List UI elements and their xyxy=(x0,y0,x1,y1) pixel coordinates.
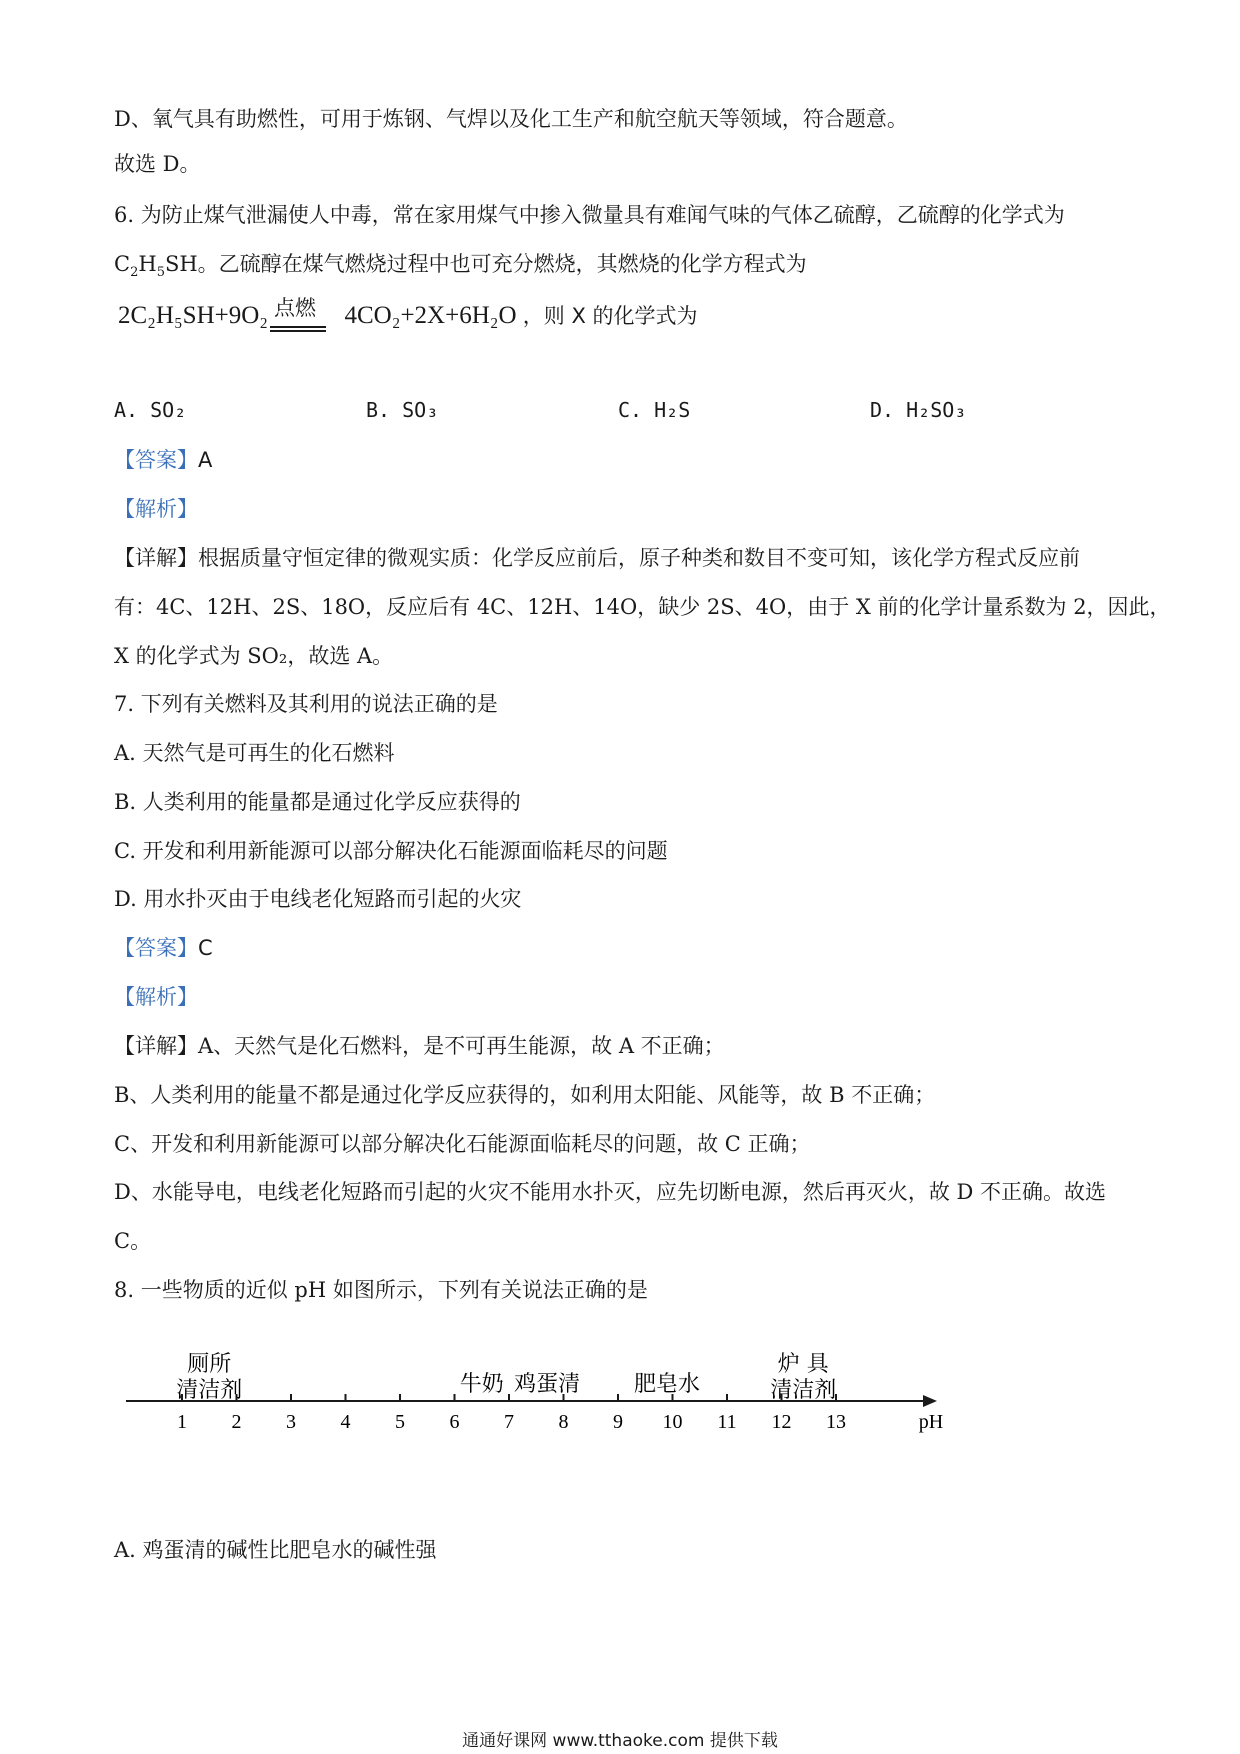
ph-tick-label: 6 xyxy=(449,1411,460,1433)
detail-line: B、人类利用的能量不都是通过化学反应获得的，如利用太阳能、风能等，故 B 不正确； xyxy=(114,1083,936,1107)
option-a: A. SO₂ xyxy=(114,398,187,422)
ph-tick-label: 10 xyxy=(662,1411,683,1433)
detail-line: X 的化学式为 SO₂，故选 A。 xyxy=(114,644,394,668)
equation-tail: ，则 X 的化学式为 xyxy=(522,304,698,328)
substance-label: 清洁剂 xyxy=(176,1378,243,1403)
ph-tick-label: 8 xyxy=(558,1411,569,1433)
option-a: A. 鸡蛋清的碱性比肥皂水的碱性强 xyxy=(114,1538,437,1562)
answer-line xyxy=(114,933,213,963)
equation-right: 4CO₂+2X+6H₂O xyxy=(344,302,517,329)
question-8-stem: 8. 一些物质的近似 pH 如图所示，下列有关说法正确的是 xyxy=(114,1278,648,1302)
substance-label: 清洁剂 xyxy=(770,1378,837,1403)
substance-label: 厕所 xyxy=(187,1352,232,1377)
answer-tag: 【答案】 xyxy=(114,448,198,472)
ph-tick-label: 4 xyxy=(340,1411,351,1433)
answer-value: C xyxy=(198,936,213,960)
ph-tick-label: 2 xyxy=(231,1411,242,1433)
substance-label: 肥皂水 xyxy=(634,1372,701,1397)
detail-line: D、水能导电，电线老化短路而引起的火灾不能用水扑灭，应先切断电源，然后再灭火，故 D 不正确。故选 xyxy=(114,1180,1107,1204)
text-line: D、氧气具有助燃性，可用于炼钢、气焊以及化工生产和航空航天等领域，符合题意。 xyxy=(114,107,908,131)
ph-tick-label: 9 xyxy=(613,1411,623,1433)
question-6-stem: 6. 为防止煤气泄漏使人中毒，常在家用煤气中掺入微量具有难闻气味的气体乙硫醇，乙硫醇的化学式为 xyxy=(114,203,1065,227)
page-footer: 通通好课网 www.tthaoke.com 提供下载 xyxy=(462,1731,778,1751)
equation-left: 2C₂H₅SH+9O₂ xyxy=(118,302,268,329)
ph-tick-label: 7 xyxy=(504,1411,514,1433)
option-c: C. 开发和利用新能源可以部分解决化石能源面临耗尽的问题 xyxy=(114,839,668,863)
ph-tick-label: 12 xyxy=(771,1411,792,1433)
detail-line xyxy=(114,543,1080,573)
detail-line xyxy=(114,1031,725,1061)
detail-text: A、天然气是化石燃料，是不可再生能源，故 A 不正确； xyxy=(198,1034,725,1058)
ph-tick-label: 11 xyxy=(717,1411,737,1433)
ph-tick-label: 13 xyxy=(826,1411,846,1433)
detail-line: C、开发和利用新能源可以部分解决化石能源面临耗尽的问题，故 C 正确； xyxy=(114,1132,811,1156)
chemical-equation xyxy=(118,300,698,330)
detail-line: 有：4C、12H、2S、18O，反应后有 4C、12H、14O，缺少 2S、4O，由于 X 前的化学计量系数为 2，因此， xyxy=(114,595,1171,619)
ph-scale-diagram xyxy=(120,1325,950,1455)
detail-text: 根据质量守恒定律的微观实质：化学反应前后，原子种类和数目不变可知，该化学方程式反应前 xyxy=(198,546,1080,570)
question-7-stem: 7. 下列有关燃料及其利用的说法正确的是 xyxy=(114,692,498,716)
ph-axis-arrow xyxy=(923,1395,937,1407)
ph-tick-label: 5 xyxy=(395,1411,405,1433)
detail-tag: 【详解】 xyxy=(114,1034,198,1058)
analysis-tag: 【解析】 xyxy=(114,497,198,521)
substance-label: 牛奶 xyxy=(459,1372,504,1397)
ph-axis-label: pH xyxy=(918,1411,944,1433)
ph-tick-label: 3 xyxy=(286,1411,296,1433)
substance-label: 炉 具 xyxy=(777,1352,829,1377)
equals-bar xyxy=(270,330,326,332)
reaction-condition xyxy=(270,296,328,332)
detail-line: C。 xyxy=(114,1229,152,1253)
substance-label: 鸡蛋清 xyxy=(514,1372,581,1397)
question-6-stem-continued: $C_2H_5SH$。乙硫醇在煤气燃烧过程中也可充分燃烧，其燃烧的化学方程式为 xyxy=(114,252,807,281)
option-b: B. 人类利用的能量都是通过化学反应获得的 xyxy=(114,790,521,814)
option-d: D. H₂SO₃ xyxy=(870,398,967,422)
detail-tag: 【详解】 xyxy=(114,546,198,570)
option-d: D. 用水扑灭由于电线老化短路而引起的火灾 xyxy=(114,887,522,911)
analysis-tag: 【解析】 xyxy=(114,985,198,1009)
condition-label: 点燃 xyxy=(274,296,316,320)
equals-bar xyxy=(270,326,326,328)
option-b: B. SO₃ xyxy=(366,398,439,422)
answer-tag: 【答案】 xyxy=(114,936,198,960)
option-c: C. H₂S xyxy=(618,398,691,422)
option-a: A. 天然气是可再生的化石燃料 xyxy=(114,741,395,765)
answer-line xyxy=(114,445,212,475)
answer-value: A xyxy=(198,448,213,472)
ph-tick-label: 1 xyxy=(177,1411,187,1433)
text-line: 故选 D。 xyxy=(114,152,201,176)
